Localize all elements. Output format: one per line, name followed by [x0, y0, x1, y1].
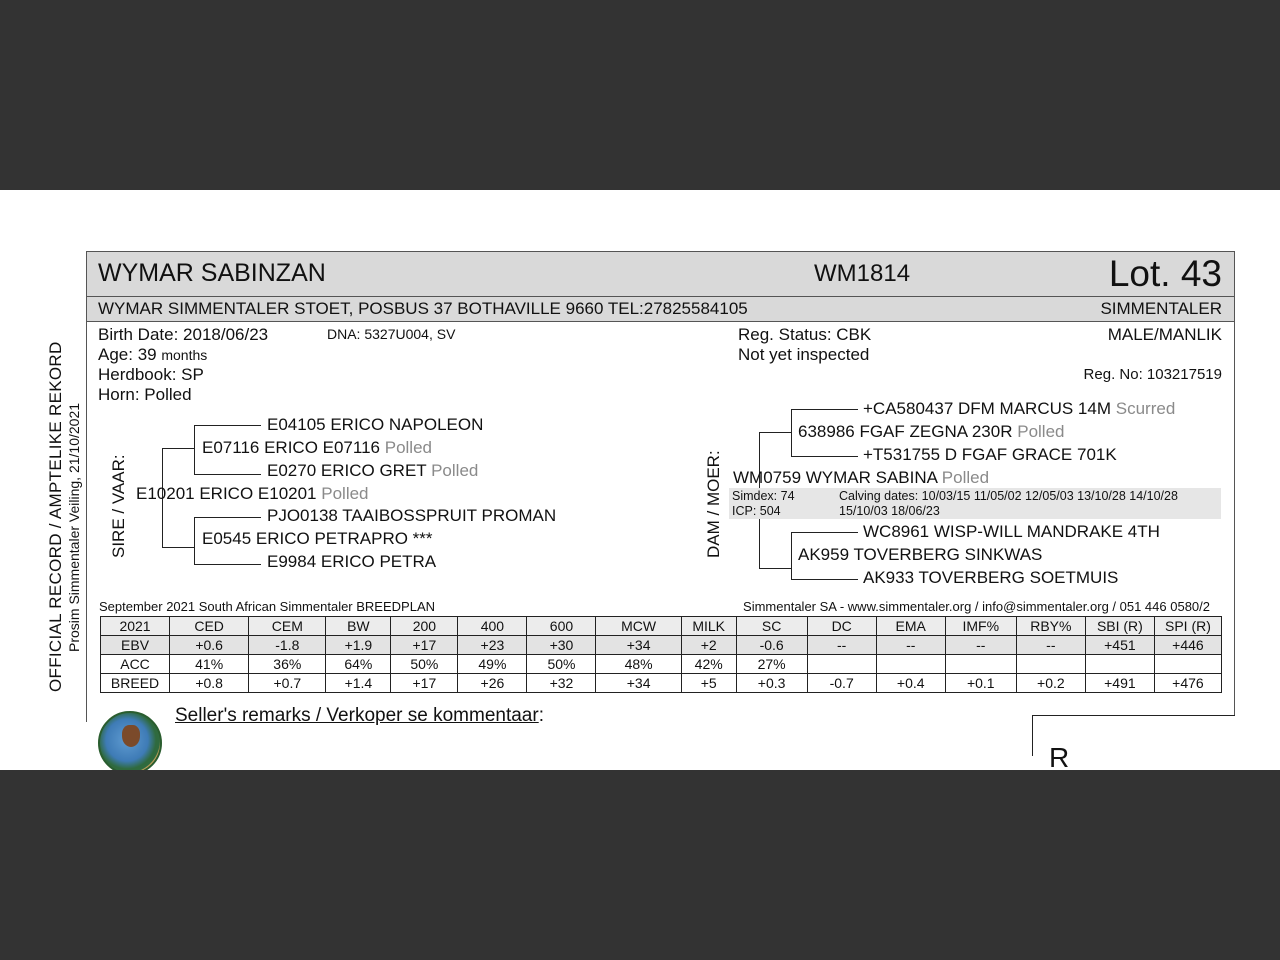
sale-label: Prosim Simmentaler Veiling, 21/10/2021 — [66, 402, 82, 652]
ebv-header-cell: EMA — [876, 617, 945, 636]
dna: DNA: 5327U004, SV — [327, 326, 456, 342]
herdbook: Herdbook: SP — [98, 365, 204, 384]
ssd-name — [267, 461, 478, 481]
ssd-horn: Polled — [431, 461, 479, 480]
ebv-cell: -- — [1016, 636, 1085, 655]
ebv-cell: +34 — [596, 674, 681, 693]
calving-dates: Calving dates: 10/03/15 11/05/02 12/05/03 13/10/28 14/10/28 — [839, 489, 1178, 503]
sire-label: SIRE / VAAR: — [109, 454, 128, 558]
dd-name: AK959 TOVERBERG SINKWAS — [798, 545, 1043, 564]
ebv-cell — [876, 655, 945, 674]
remarks-box-letter: R — [1049, 742, 1070, 770]
ebv-header-cell: DC — [807, 617, 876, 636]
ebv-header-cell: SBI (R) — [1085, 617, 1154, 636]
simdex: Simdex: 74 — [732, 489, 795, 503]
remarks-box — [1032, 715, 1235, 770]
ebv-cell — [1016, 655, 1085, 674]
ebv-header-cell: RBY% — [1016, 617, 1085, 636]
ebv-cell: +23 — [458, 636, 527, 655]
age — [98, 345, 207, 365]
age-value: Age: 39 — [98, 345, 157, 364]
ebv-cell: -- — [945, 636, 1016, 655]
ebv-cell: +491 — [1085, 674, 1154, 693]
ebv-header-cell: MILK — [681, 617, 736, 636]
ebv-cell: +32 — [527, 674, 596, 693]
ebv-cell: +446 — [1154, 636, 1221, 655]
ds-id: 638986 FGAF ZEGNA 230R — [798, 422, 1013, 441]
ebv-header-cell: CED — [170, 617, 249, 636]
age-unit: months — [161, 347, 208, 363]
ebv-row — [101, 655, 1222, 674]
ebv-cell: +451 — [1085, 636, 1154, 655]
ebv-cell: +0.8 — [170, 674, 249, 693]
ebv-cell: ACC — [101, 655, 170, 674]
reg-status: Reg. Status: CBK — [738, 325, 872, 344]
ebv-cell: +0.6 — [170, 636, 249, 655]
ebv-header-row — [101, 617, 1222, 636]
breed-name: SIMMENTALER — [1100, 299, 1222, 318]
ebv-cell: +1.9 — [326, 636, 391, 655]
ebv-header-cell: BW — [326, 617, 391, 636]
ss-horn: Polled — [384, 438, 432, 457]
ebv-cell: +17 — [391, 674, 458, 693]
animal-name: WYMAR SABINZAN — [98, 259, 326, 287]
sd-name: E0545 ERICO PETRAPRO *** — [202, 529, 433, 548]
dam-name — [733, 468, 989, 488]
dss-horn: Scurred — [1115, 399, 1176, 418]
ebv-cell: +0.1 — [945, 674, 1016, 693]
ebv-cell: +30 — [527, 636, 596, 655]
ebv-cell: +0.2 — [1016, 674, 1085, 693]
dam-id: WM0759 WYMAR SABINA — [733, 468, 938, 487]
ebv-header-cell: IMF% — [945, 617, 1016, 636]
sds-name: PJO0138 TAAIBOSSPRUIT PROMAN — [267, 506, 557, 525]
sire-name — [136, 484, 369, 504]
ebv-cell: -0.6 — [736, 636, 807, 655]
ebv-header-cell: CEM — [249, 617, 326, 636]
ebv-cell: +0.7 — [249, 674, 326, 693]
ebv-cell: -- — [807, 636, 876, 655]
icp: ICP: 504 — [732, 504, 781, 518]
ebv-header-cell: 400 — [458, 617, 527, 636]
ebv-table — [100, 616, 1222, 693]
seller-remarks — [175, 705, 544, 727]
ebv-cell: BREED — [101, 674, 170, 693]
dam-horn: Polled — [941, 468, 990, 487]
dsd-name: +T531755 D FGAF GRACE 701K — [863, 445, 1117, 464]
certificate-sheet — [0, 190, 1280, 770]
official-record-label: OFFICIAL RECORD / AMPTELIKE REKORD — [46, 341, 65, 692]
title-band — [87, 252, 1234, 297]
seller-remarks-colon: : — [538, 705, 544, 726]
ss-id: E07116 ERICO E07116 — [202, 438, 380, 457]
breeder-band — [87, 297, 1234, 322]
sex: MALE/MANLIK — [1107, 325, 1222, 344]
ebv-cell — [1085, 655, 1154, 674]
ebv-cell: -0.7 — [807, 674, 876, 693]
animal-code: WM1814 — [814, 260, 911, 287]
ebv-header-cell: 600 — [527, 617, 596, 636]
ebv-cell: 64% — [326, 655, 391, 674]
inspection-status: Not yet inspected — [738, 345, 870, 364]
lot-number: Lot. 43 — [1108, 253, 1222, 294]
ebv-cell: 50% — [391, 655, 458, 674]
ebv-cell — [945, 655, 1016, 674]
sdd-name: E9984 ERICO PETRA — [267, 552, 437, 571]
ebv-header-cell: MCW — [596, 617, 681, 636]
dam-stats-band — [729, 488, 1221, 519]
ddd-name: AK933 TOVERBERG SOETMUIS — [863, 568, 1119, 587]
ebv-cell: +0.3 — [736, 674, 807, 693]
ebv-header-cell: 2021 — [101, 617, 170, 636]
breeder-line: WYMAR SIMMENTALER STOET, POSBUS 37 BOTHAVILLE 9660 TEL:27825584105 — [98, 299, 748, 318]
ebv-cell: 41% — [170, 655, 249, 674]
seller-remarks-label: Seller's remarks / Verkoper se kommentaar — [175, 705, 539, 726]
ebv-cell: +476 — [1154, 674, 1221, 693]
breedplan-caption: September 2021 South African Simmentaler BREEDPLAN — [99, 599, 436, 614]
ebv-cell: EBV — [101, 636, 170, 655]
sire-id: E10201 ERICO E10201 — [136, 484, 317, 503]
ds-horn: Polled — [1017, 422, 1065, 441]
ebv-row — [101, 674, 1222, 693]
dam-label: DAM / MOER: — [704, 450, 723, 558]
ebv-cell — [807, 655, 876, 674]
ebv-cell: 49% — [458, 655, 527, 674]
dds-name: WC8961 WISP-WILL MANDRAKE 4TH — [863, 522, 1160, 541]
ebv-cell: +26 — [458, 674, 527, 693]
ebv-cell: 27% — [736, 655, 807, 674]
sire-horn: Polled — [321, 484, 369, 503]
ebv-cell — [1154, 655, 1221, 674]
ebv-row — [101, 636, 1222, 655]
ebv-cell: 42% — [681, 655, 736, 674]
ebv-cell: +34 — [596, 636, 681, 655]
ebv-cell: 36% — [249, 655, 326, 674]
ebv-cell: -1.8 — [249, 636, 326, 655]
sss-name: E04105 ERICO NAPOLEON — [267, 415, 484, 434]
ebv-cell: +5 — [681, 674, 736, 693]
ebv-cell: +17 — [391, 636, 458, 655]
ebv-cell: +2 — [681, 636, 736, 655]
animal-card — [86, 251, 1235, 770]
birth-date: Birth Date: 2018/06/23 — [98, 325, 269, 344]
simmentaler-globe-logo — [98, 711, 162, 770]
ebv-cell: 50% — [527, 655, 596, 674]
ebv-cell: +1.4 — [326, 674, 391, 693]
horn: Horn: Polled — [98, 385, 192, 404]
ebv-header-cell: SC — [736, 617, 807, 636]
ebv-header-cell: SPI (R) — [1154, 617, 1221, 636]
ebv-cell: 48% — [596, 655, 681, 674]
breedplan-contact: Simmentaler SA - www.simmentaler.org / info@simmentaler.org / 051 446 0580/2 — [743, 599, 1210, 614]
ebv-header-cell: 200 — [391, 617, 458, 636]
ss-name — [202, 438, 432, 458]
ssd-id: E0270 ERICO GRET — [267, 461, 427, 480]
ebv-cell: -- — [876, 636, 945, 655]
ds-name — [798, 422, 1065, 442]
ebv-cell: +0.4 — [876, 674, 945, 693]
dss-id: +CA580437 DFM MARCUS 14M — [863, 399, 1112, 418]
dss-name — [863, 399, 1175, 419]
reg-number: Reg. No: 103217519 — [1083, 366, 1222, 383]
calving-dates-cont: 15/10/03 18/06/23 — [839, 504, 940, 518]
